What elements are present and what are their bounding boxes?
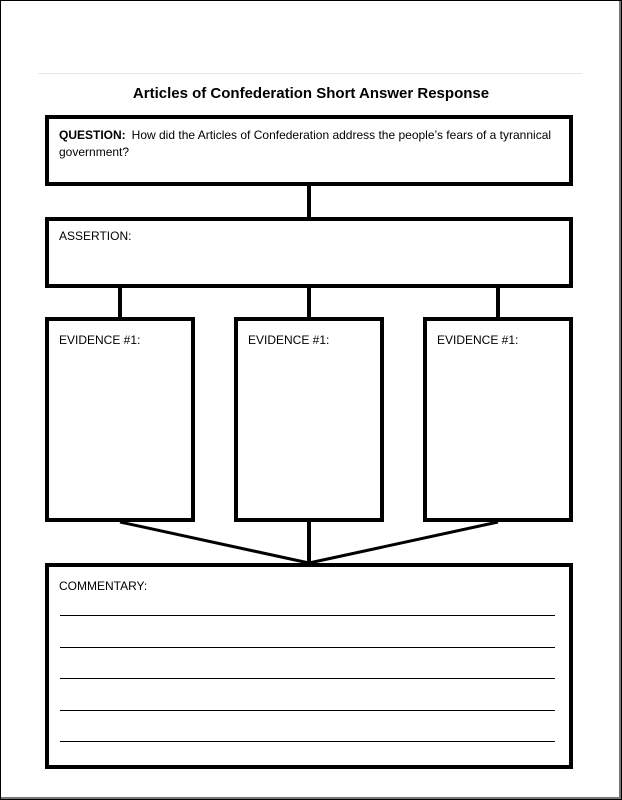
commentary-writing-line-1	[60, 615, 555, 616]
assertion-label: ASSERTION:	[59, 229, 132, 243]
evidence-3-to-commentary-connector	[309, 522, 498, 563]
assertion-box[interactable]	[45, 217, 573, 288]
commentary-writing-line-4	[60, 710, 555, 711]
evidence-1-to-commentary-connector	[120, 522, 309, 563]
commentary-label: COMMENTARY:	[59, 579, 148, 593]
evidence-2-label: EVIDENCE #1:	[248, 333, 330, 347]
question-text: How did the Articles of Confederation address the people’s fears of a tyrannical government?	[59, 128, 552, 159]
question-label: QUESTION:	[59, 128, 126, 142]
evidence-1-label: EVIDENCE #1:	[59, 333, 141, 347]
evidence-3-label: EVIDENCE #1:	[437, 333, 519, 347]
question-box	[45, 115, 573, 186]
commentary-box[interactable]	[45, 563, 573, 769]
evidence-box-3[interactable]	[423, 317, 573, 522]
evidence-box-2[interactable]	[234, 317, 384, 522]
page-title: Articles of Confederation Short Answer Response	[132, 85, 490, 102]
commentary-writing-line-5	[60, 741, 555, 742]
evidence-box-1[interactable]	[45, 317, 195, 522]
commentary-writing-line-3	[60, 678, 555, 679]
commentary-writing-line-2	[60, 647, 555, 648]
question-content	[59, 127, 559, 161]
